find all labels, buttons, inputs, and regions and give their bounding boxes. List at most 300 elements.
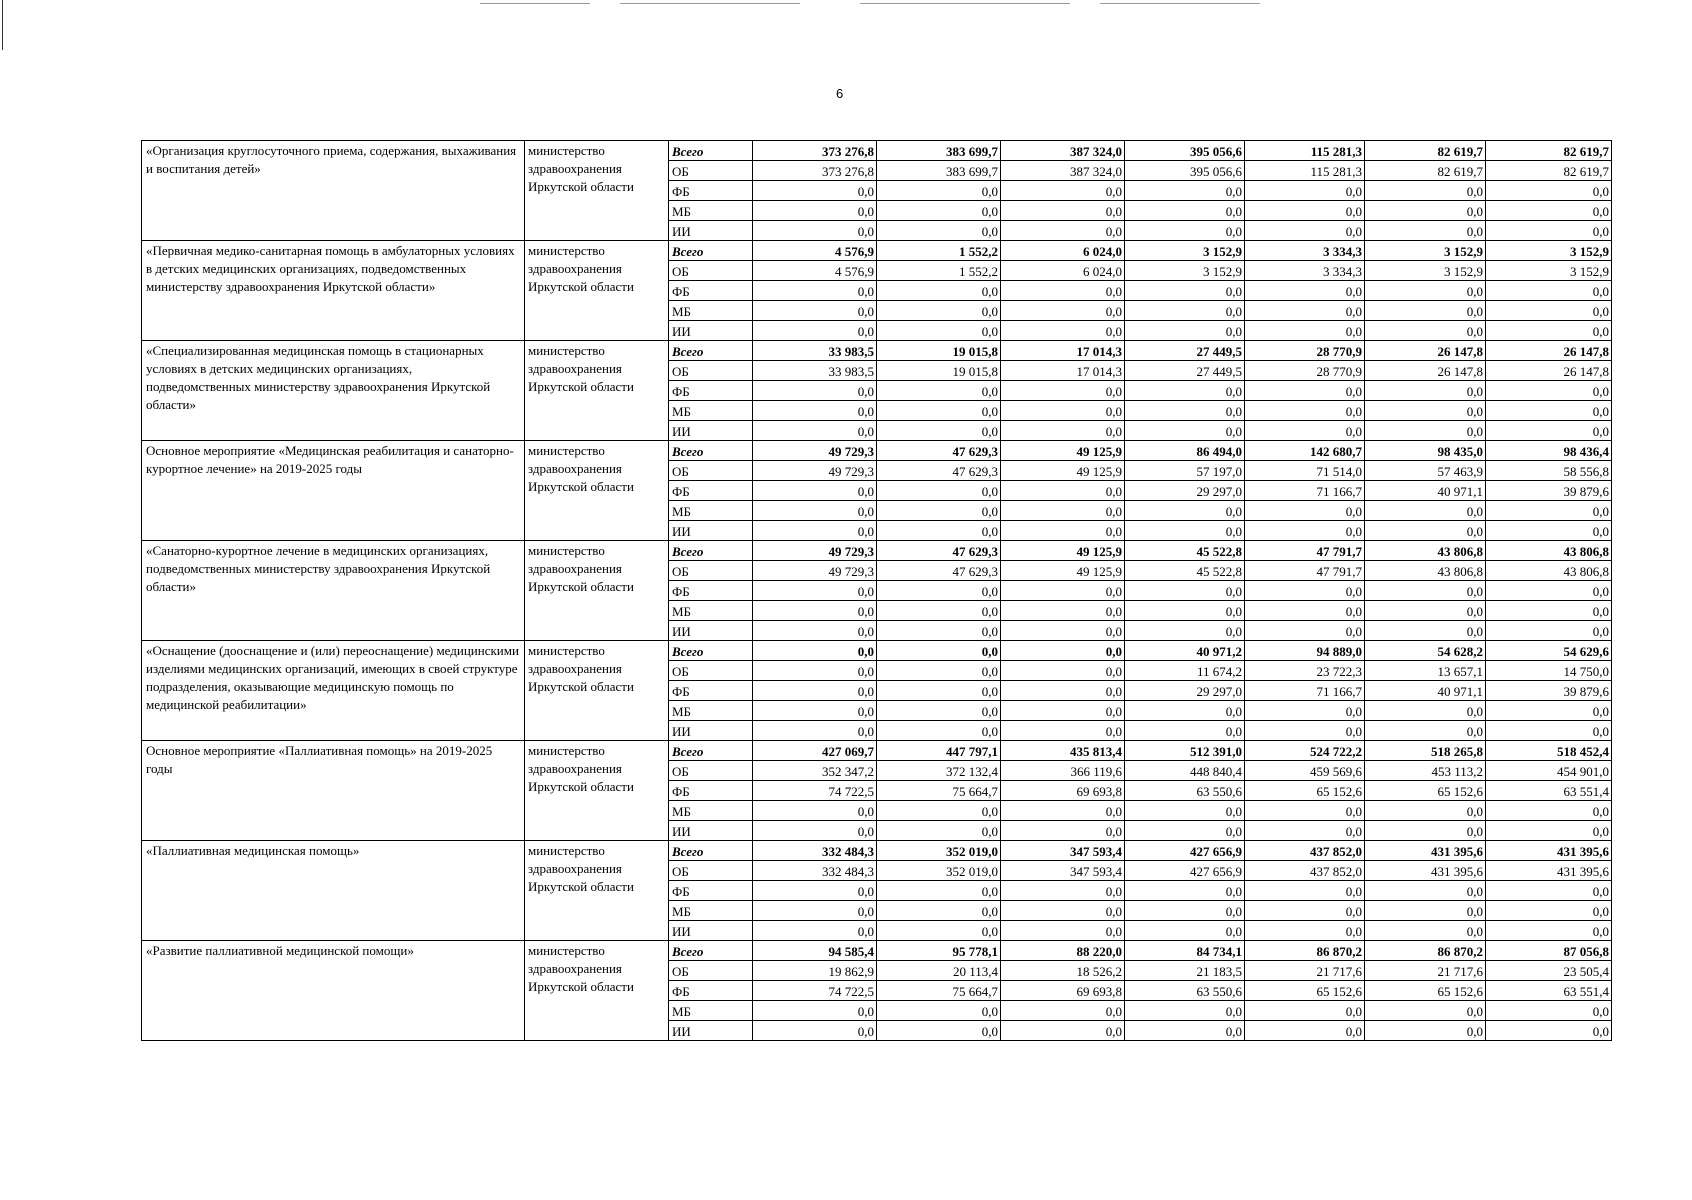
amount-cell: 0,0 — [1486, 1021, 1612, 1041]
amount-cell: 0,0 — [877, 221, 1001, 241]
amount-cell: 0,0 — [1001, 661, 1125, 681]
amount-cell: 383 699,7 — [877, 141, 1001, 161]
amount-cell: 21 183,5 — [1125, 961, 1245, 981]
amount-cell: 0,0 — [753, 641, 877, 661]
amount-cell: 0,0 — [1365, 601, 1486, 621]
amount-cell: 0,0 — [753, 1001, 877, 1021]
amount-cell: 0,0 — [1486, 501, 1612, 521]
amount-cell: 0,0 — [753, 581, 877, 601]
responsible-executor: министерство здравоохранения Иркутской области — [525, 741, 669, 841]
amount-cell: 0,0 — [1486, 381, 1612, 401]
responsible-executor: министерство здравоохранения Иркутской области — [525, 541, 669, 641]
amount-cell: 332 484,3 — [753, 861, 877, 881]
amount-cell: 0,0 — [1001, 201, 1125, 221]
amount-cell: 3 334,3 — [1245, 241, 1365, 261]
amount-cell: 448 840,4 — [1125, 761, 1245, 781]
amount-cell: 0,0 — [1486, 221, 1612, 241]
funding-source: ФБ — [669, 581, 753, 601]
activity-name: «Паллиативная медицинская помощь» — [142, 841, 525, 941]
amount-cell: 63 551,4 — [1486, 981, 1612, 1001]
funding-source: ИИ — [669, 221, 753, 241]
activity-name: «Организация круглосуточного приема, содержания, выхаживания и воспитания детей» — [142, 141, 525, 241]
funding-source: Всего — [669, 141, 753, 161]
amount-cell: 115 281,3 — [1245, 141, 1365, 161]
amount-cell: 82 619,7 — [1365, 161, 1486, 181]
amount-cell: 43 806,8 — [1365, 561, 1486, 581]
funding-source: ИИ — [669, 821, 753, 841]
amount-cell: 0,0 — [1365, 381, 1486, 401]
activity-name: Основное мероприятие «Паллиативная помощь» на 2019-2025 годы — [142, 741, 525, 841]
funding-source: МБ — [669, 1001, 753, 1021]
funding-source: ОБ — [669, 861, 753, 881]
scan-artifact — [620, 3, 800, 4]
amount-cell: 387 324,0 — [1001, 161, 1125, 181]
amount-cell: 47 629,3 — [877, 561, 1001, 581]
funding-source: ИИ — [669, 521, 753, 541]
funding-source: МБ — [669, 701, 753, 721]
amount-cell: 0,0 — [1125, 421, 1245, 441]
amount-cell: 94 889,0 — [1245, 641, 1365, 661]
activity-name: «Оснащение (дооснащение и (или) переоснащение) медицинскими изделиями медицинских организаций, имеющих в своей структуре подразделения, оказывающие медицинскую помощь по медицинской реабилитации» — [142, 641, 525, 741]
amount-cell: 3 152,9 — [1125, 241, 1245, 261]
amount-cell: 0,0 — [1125, 581, 1245, 601]
amount-cell: 40 971,1 — [1365, 481, 1486, 501]
funding-source: Всего — [669, 541, 753, 561]
amount-cell: 0,0 — [753, 1021, 877, 1041]
funding-source: ОБ — [669, 261, 753, 281]
amount-cell: 3 152,9 — [1125, 261, 1245, 281]
amount-cell: 49 729,3 — [753, 461, 877, 481]
funding-source: МБ — [669, 901, 753, 921]
amount-cell: 347 593,4 — [1001, 841, 1125, 861]
amount-cell: 74 722,5 — [753, 981, 877, 1001]
amount-cell: 63 550,6 — [1125, 781, 1245, 801]
scan-artifact — [860, 3, 1070, 4]
amount-cell: 71 166,7 — [1245, 481, 1365, 501]
amount-cell: 33 983,5 — [753, 341, 877, 361]
amount-cell: 431 395,6 — [1486, 841, 1612, 861]
amount-cell: 0,0 — [877, 881, 1001, 901]
amount-cell: 366 119,6 — [1001, 761, 1125, 781]
amount-cell: 0,0 — [1365, 501, 1486, 521]
amount-cell: 0,0 — [1365, 1021, 1486, 1041]
amount-cell: 43 806,8 — [1365, 541, 1486, 561]
amount-cell: 0,0 — [1125, 181, 1245, 201]
amount-cell: 26 147,8 — [1365, 341, 1486, 361]
amount-cell: 57 197,0 — [1125, 461, 1245, 481]
amount-cell: 87 056,8 — [1486, 941, 1612, 961]
amount-cell: 74 722,5 — [753, 781, 877, 801]
amount-cell: 47 629,3 — [877, 461, 1001, 481]
amount-cell: 0,0 — [1245, 381, 1365, 401]
amount-cell: 6 024,0 — [1001, 261, 1125, 281]
amount-cell: 69 693,8 — [1001, 981, 1125, 1001]
amount-cell: 0,0 — [753, 481, 877, 501]
amount-cell: 49 125,9 — [1001, 441, 1125, 461]
amount-cell: 373 276,8 — [753, 141, 877, 161]
amount-cell: 0,0 — [877, 401, 1001, 421]
amount-cell: 75 664,7 — [877, 781, 1001, 801]
amount-cell: 0,0 — [753, 301, 877, 321]
amount-cell: 49 125,9 — [1001, 561, 1125, 581]
funding-source: Всего — [669, 941, 753, 961]
amount-cell: 3 152,9 — [1486, 261, 1612, 281]
amount-cell: 0,0 — [1245, 581, 1365, 601]
amount-cell: 427 069,7 — [753, 741, 877, 761]
amount-cell: 0,0 — [1486, 521, 1612, 541]
amount-cell: 0,0 — [1245, 401, 1365, 421]
amount-cell: 39 879,6 — [1486, 481, 1612, 501]
amount-cell: 1 552,2 — [877, 261, 1001, 281]
amount-cell: 94 585,4 — [753, 941, 877, 961]
amount-cell: 0,0 — [753, 221, 877, 241]
amount-cell: 0,0 — [1245, 821, 1365, 841]
activity-name: Основное мероприятие «Медицинская реабилитация и санаторно-курортное лечение» на 2019-2025 годы — [142, 441, 525, 541]
amount-cell: 0,0 — [753, 181, 877, 201]
amount-cell: 0,0 — [1125, 381, 1245, 401]
amount-cell: 17 014,3 — [1001, 341, 1125, 361]
amount-cell: 0,0 — [753, 321, 877, 341]
amount-cell: 19 862,9 — [753, 961, 877, 981]
amount-cell: 395 056,6 — [1125, 161, 1245, 181]
responsible-executor: министерство здравоохранения Иркутской области — [525, 441, 669, 541]
amount-cell: 0,0 — [1486, 801, 1612, 821]
amount-cell: 0,0 — [877, 1001, 1001, 1021]
amount-cell: 0,0 — [877, 421, 1001, 441]
amount-cell: 524 722,2 — [1245, 741, 1365, 761]
amount-cell: 75 664,7 — [877, 981, 1001, 1001]
amount-cell: 0,0 — [1245, 601, 1365, 621]
amount-cell: 0,0 — [1125, 901, 1245, 921]
amount-cell: 0,0 — [1001, 901, 1125, 921]
amount-cell: 0,0 — [1486, 901, 1612, 921]
amount-cell: 39 879,6 — [1486, 681, 1612, 701]
amount-cell: 0,0 — [1245, 921, 1365, 941]
amount-cell: 518 265,8 — [1365, 741, 1486, 761]
amount-cell: 373 276,8 — [753, 161, 877, 181]
amount-cell: 453 113,2 — [1365, 761, 1486, 781]
funding-source: Всего — [669, 441, 753, 461]
amount-cell: 0,0 — [1486, 281, 1612, 301]
amount-cell: 0,0 — [1125, 521, 1245, 541]
amount-cell: 0,0 — [877, 641, 1001, 661]
amount-cell: 29 297,0 — [1125, 481, 1245, 501]
amount-cell: 0,0 — [1365, 401, 1486, 421]
amount-cell: 0,0 — [1001, 281, 1125, 301]
amount-cell: 0,0 — [1245, 1021, 1365, 1041]
funding-source: Всего — [669, 241, 753, 261]
amount-cell: 29 297,0 — [1125, 681, 1245, 701]
funding-source: Всего — [669, 841, 753, 861]
amount-cell: 0,0 — [1486, 1001, 1612, 1021]
amount-cell: 347 593,4 — [1001, 861, 1125, 881]
amount-cell: 352 019,0 — [877, 841, 1001, 861]
amount-cell: 21 717,6 — [1365, 961, 1486, 981]
amount-cell: 0,0 — [1245, 621, 1365, 641]
amount-cell: 0,0 — [1001, 581, 1125, 601]
amount-cell: 0,0 — [1001, 801, 1125, 821]
amount-cell: 84 734,1 — [1125, 941, 1245, 961]
amount-cell: 49 729,3 — [753, 541, 877, 561]
amount-cell: 27 449,5 — [1125, 361, 1245, 381]
amount-cell: 0,0 — [753, 381, 877, 401]
amount-cell: 0,0 — [1125, 281, 1245, 301]
amount-cell: 0,0 — [877, 481, 1001, 501]
amount-cell: 0,0 — [1001, 621, 1125, 641]
amount-cell: 0,0 — [753, 881, 877, 901]
amount-cell: 86 870,2 — [1365, 941, 1486, 961]
amount-cell: 431 395,6 — [1365, 841, 1486, 861]
amount-cell: 352 019,0 — [877, 861, 1001, 881]
amount-cell: 0,0 — [1365, 201, 1486, 221]
amount-cell: 0,0 — [753, 821, 877, 841]
amount-cell: 0,0 — [1125, 201, 1245, 221]
amount-cell: 0,0 — [753, 281, 877, 301]
amount-cell: 0,0 — [753, 401, 877, 421]
amount-cell: 0,0 — [1125, 801, 1245, 821]
amount-cell: 0,0 — [1245, 1001, 1365, 1021]
amount-cell: 27 449,5 — [1125, 341, 1245, 361]
amount-cell: 0,0 — [1486, 621, 1612, 641]
amount-cell: 0,0 — [1365, 301, 1486, 321]
amount-cell: 0,0 — [1125, 701, 1245, 721]
amount-cell: 0,0 — [1365, 521, 1486, 541]
amount-cell: 387 324,0 — [1001, 141, 1125, 161]
funding-source: МБ — [669, 301, 753, 321]
amount-cell: 0,0 — [1365, 901, 1486, 921]
funding-source: ФБ — [669, 881, 753, 901]
amount-cell: 3 334,3 — [1245, 261, 1365, 281]
amount-cell: 0,0 — [753, 421, 877, 441]
amount-cell: 0,0 — [877, 621, 1001, 641]
amount-cell: 0,0 — [1125, 1021, 1245, 1041]
amount-cell: 0,0 — [877, 681, 1001, 701]
amount-cell: 0,0 — [1245, 301, 1365, 321]
table-row — [142, 141, 1612, 161]
amount-cell: 0,0 — [1125, 821, 1245, 841]
funding-source: ОБ — [669, 561, 753, 581]
amount-cell: 0,0 — [1001, 921, 1125, 941]
amount-cell: 69 693,8 — [1001, 781, 1125, 801]
funding-source: ФБ — [669, 781, 753, 801]
amount-cell: 0,0 — [753, 801, 877, 821]
funding-source: ФБ — [669, 681, 753, 701]
amount-cell: 0,0 — [1001, 421, 1125, 441]
amount-cell: 454 901,0 — [1486, 761, 1612, 781]
amount-cell: 0,0 — [1486, 181, 1612, 201]
amount-cell: 142 680,7 — [1245, 441, 1365, 461]
amount-cell: 0,0 — [1365, 821, 1486, 841]
amount-cell: 43 806,8 — [1486, 541, 1612, 561]
amount-cell: 0,0 — [877, 521, 1001, 541]
activity-name: «Специализированная медицинская помощь в стационарных условиях в детских медицинских организациях, подведомственных министерству здравоохранения Иркутской области» — [142, 341, 525, 441]
amount-cell: 0,0 — [1486, 201, 1612, 221]
amount-cell: 0,0 — [1125, 321, 1245, 341]
amount-cell: 437 852,0 — [1245, 861, 1365, 881]
funding-source: МБ — [669, 201, 753, 221]
funding-source: МБ — [669, 401, 753, 421]
scan-edge-line — [2, 0, 3, 50]
funding-source: Всего — [669, 741, 753, 761]
amount-cell: 0,0 — [1245, 521, 1365, 541]
amount-cell: 0,0 — [1365, 321, 1486, 341]
table-row — [142, 841, 1612, 861]
table-row — [142, 341, 1612, 361]
amount-cell: 0,0 — [877, 381, 1001, 401]
funding-source: ОБ — [669, 361, 753, 381]
activity-name: «Первичная медико-санитарная помощь в амбулаторных условиях в детских медицинских организациях, подведомственных министерству здравоохранения Иркутской области» — [142, 241, 525, 341]
amount-cell: 0,0 — [753, 921, 877, 941]
amount-cell: 0,0 — [753, 721, 877, 741]
amount-cell: 26 147,8 — [1486, 361, 1612, 381]
amount-cell: 0,0 — [1365, 581, 1486, 601]
amount-cell: 33 983,5 — [753, 361, 877, 381]
amount-cell: 0,0 — [1125, 401, 1245, 421]
activity-name: «Развитие паллиативной медицинской помощи» — [142, 941, 525, 1041]
funding-source: ОБ — [669, 461, 753, 481]
amount-cell: 0,0 — [1245, 201, 1365, 221]
amount-cell: 86 494,0 — [1125, 441, 1245, 461]
amount-cell: 23 722,3 — [1245, 661, 1365, 681]
amount-cell: 63 550,6 — [1125, 981, 1245, 1001]
amount-cell: 447 797,1 — [877, 741, 1001, 761]
funding-source: ФБ — [669, 381, 753, 401]
amount-cell: 0,0 — [877, 181, 1001, 201]
amount-cell: 0,0 — [877, 281, 1001, 301]
amount-cell: 0,0 — [1486, 581, 1612, 601]
amount-cell: 0,0 — [1001, 641, 1125, 661]
responsible-executor: министерство здравоохранения Иркутской области — [525, 141, 669, 241]
amount-cell: 0,0 — [877, 661, 1001, 681]
amount-cell: 0,0 — [1245, 181, 1365, 201]
amount-cell: 95 778,1 — [877, 941, 1001, 961]
table-row — [142, 441, 1612, 461]
table-row — [142, 941, 1612, 961]
funding-source: ФБ — [669, 481, 753, 501]
amount-cell: 0,0 — [1125, 601, 1245, 621]
amount-cell: 3 152,9 — [1486, 241, 1612, 261]
amount-cell: 0,0 — [1125, 921, 1245, 941]
amount-cell: 19 015,8 — [877, 341, 1001, 361]
amount-cell: 0,0 — [753, 901, 877, 921]
amount-cell: 0,0 — [1001, 681, 1125, 701]
amount-cell: 49 125,9 — [1001, 461, 1125, 481]
amount-cell: 0,0 — [877, 721, 1001, 741]
amount-cell: 0,0 — [1486, 881, 1612, 901]
funding-source: ОБ — [669, 761, 753, 781]
amount-cell: 47 629,3 — [877, 441, 1001, 461]
amount-cell: 0,0 — [1001, 481, 1125, 501]
amount-cell: 20 113,4 — [877, 961, 1001, 981]
amount-cell: 0,0 — [1245, 901, 1365, 921]
amount-cell: 65 152,6 — [1365, 981, 1486, 1001]
amount-cell: 82 619,7 — [1365, 141, 1486, 161]
funding-source: ОБ — [669, 661, 753, 681]
amount-cell: 21 717,6 — [1245, 961, 1365, 981]
amount-cell: 0,0 — [1245, 801, 1365, 821]
amount-cell: 3 152,9 — [1365, 261, 1486, 281]
amount-cell: 0,0 — [877, 501, 1001, 521]
amount-cell: 431 395,6 — [1486, 861, 1612, 881]
table-row — [142, 641, 1612, 661]
amount-cell: 0,0 — [1365, 281, 1486, 301]
amount-cell: 45 522,8 — [1125, 561, 1245, 581]
responsible-executor: министерство здравоохранения Иркутской области — [525, 341, 669, 441]
amount-cell: 0,0 — [1001, 521, 1125, 541]
amount-cell: 0,0 — [1365, 801, 1486, 821]
amount-cell: 0,0 — [1486, 821, 1612, 841]
amount-cell: 71 514,0 — [1245, 461, 1365, 481]
funding-source: ИИ — [669, 921, 753, 941]
amount-cell: 11 674,2 — [1125, 661, 1245, 681]
amount-cell: 54 628,2 — [1365, 641, 1486, 661]
amount-cell: 0,0 — [1245, 321, 1365, 341]
amount-cell: 28 770,9 — [1245, 341, 1365, 361]
amount-cell: 49 125,9 — [1001, 541, 1125, 561]
funding-source: МБ — [669, 501, 753, 521]
amount-cell: 0,0 — [1125, 221, 1245, 241]
amount-cell: 65 152,6 — [1245, 981, 1365, 1001]
amount-cell: 431 395,6 — [1365, 861, 1486, 881]
amount-cell: 0,0 — [877, 921, 1001, 941]
amount-cell: 372 132,4 — [877, 761, 1001, 781]
amount-cell: 14 750,0 — [1486, 661, 1612, 681]
amount-cell: 0,0 — [1486, 421, 1612, 441]
amount-cell: 63 551,4 — [1486, 781, 1612, 801]
amount-cell: 0,0 — [1245, 881, 1365, 901]
amount-cell: 0,0 — [877, 301, 1001, 321]
table-row — [142, 541, 1612, 561]
amount-cell: 1 552,2 — [877, 241, 1001, 261]
amount-cell: 0,0 — [753, 701, 877, 721]
amount-cell: 28 770,9 — [1245, 361, 1365, 381]
responsible-executor: министерство здравоохранения Иркутской области — [525, 241, 669, 341]
amount-cell: 0,0 — [753, 681, 877, 701]
scan-artifact — [1100, 3, 1260, 4]
amount-cell: 47 791,7 — [1245, 541, 1365, 561]
table-row — [142, 741, 1612, 761]
amount-cell: 0,0 — [1365, 221, 1486, 241]
amount-cell: 0,0 — [1365, 421, 1486, 441]
funding-source: Всего — [669, 341, 753, 361]
amount-cell: 65 152,6 — [1245, 781, 1365, 801]
amount-cell: 0,0 — [1125, 721, 1245, 741]
amount-cell: 115 281,3 — [1245, 161, 1365, 181]
amount-cell: 0,0 — [1001, 181, 1125, 201]
amount-cell: 0,0 — [1365, 1001, 1486, 1021]
page-number: 6 — [836, 86, 844, 101]
amount-cell: 0,0 — [1001, 401, 1125, 421]
amount-cell: 98 435,0 — [1365, 441, 1486, 461]
amount-cell: 0,0 — [1245, 421, 1365, 441]
funding-source: МБ — [669, 601, 753, 621]
amount-cell: 0,0 — [877, 901, 1001, 921]
amount-cell: 47 629,3 — [877, 541, 1001, 561]
responsible-executor: министерство здравоохранения Иркутской области — [525, 641, 669, 741]
amount-cell: 0,0 — [1365, 921, 1486, 941]
amount-cell: 518 452,4 — [1486, 741, 1612, 761]
amount-cell: 435 813,4 — [1001, 741, 1125, 761]
amount-cell: 383 699,7 — [877, 161, 1001, 181]
amount-cell: 47 791,7 — [1245, 561, 1365, 581]
amount-cell: 6 024,0 — [1001, 241, 1125, 261]
amount-cell: 0,0 — [1001, 601, 1125, 621]
funding-source: ИИ — [669, 421, 753, 441]
funding-source: МБ — [669, 801, 753, 821]
funding-source: ФБ — [669, 281, 753, 301]
amount-cell: 0,0 — [1001, 881, 1125, 901]
amount-cell: 0,0 — [1001, 821, 1125, 841]
